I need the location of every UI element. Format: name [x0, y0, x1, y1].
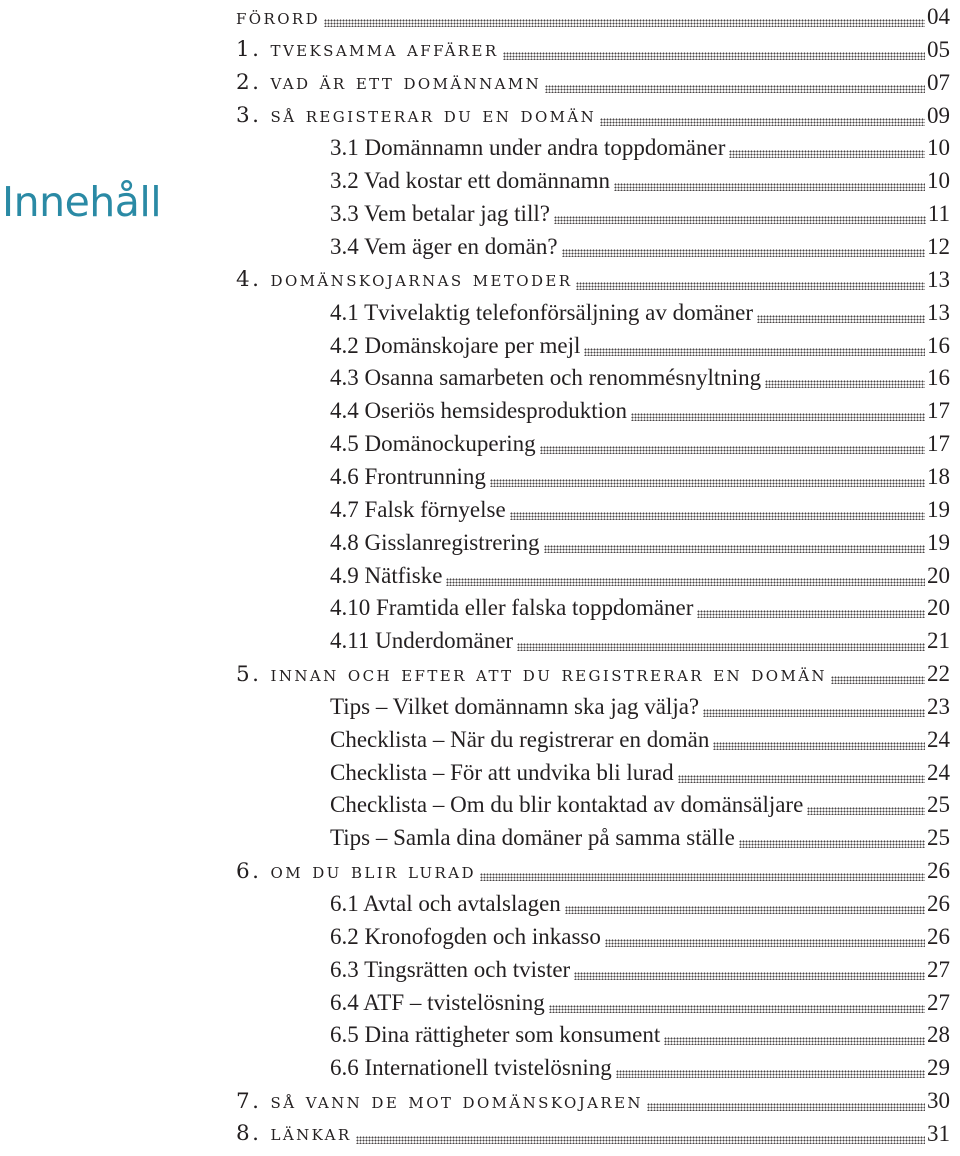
- toc-page-number: 24: [927, 759, 950, 785]
- toc-page-number: 27: [927, 956, 950, 982]
- toc-page-number: 29: [927, 1055, 950, 1081]
- dot-leader: [545, 85, 925, 93]
- dot-leader: [576, 282, 925, 290]
- toc-page-number: 20: [927, 562, 950, 588]
- toc-section-entry: [330, 1018, 950, 1051]
- dot-leader: [631, 413, 925, 421]
- toc-page-number: 26: [927, 891, 950, 916]
- toc-chapter-entry: [236, 263, 950, 296]
- toc-entry-title: 4. domänskojarnas metoder: [236, 267, 573, 293]
- toc-section-entry: [330, 920, 950, 953]
- page-title: Innehåll: [2, 178, 162, 226]
- toc-entry-title: Checklista – Om du blir kontaktad av domänsäljare: [330, 792, 804, 818]
- toc-entry-title: 4.1 Tvivelaktig telefonförsäljning av domäner: [330, 299, 754, 325]
- toc-chapter-entry: [236, 66, 950, 99]
- toc-section-entry: [330, 131, 950, 164]
- toc-page-number: 10: [927, 168, 950, 194]
- toc-page-number: 26: [927, 923, 950, 949]
- toc-entry-title: 4.3 Osanna samarbeten och renommésnyltning: [330, 365, 762, 391]
- toc-entry-title: 4.2 Domänskojare per mejl: [330, 332, 581, 358]
- dot-leader: [574, 972, 925, 980]
- toc-chapter-entry: [236, 99, 950, 132]
- toc-entry-title: 6.2 Kronofogden och inkasso: [330, 923, 601, 949]
- dot-leader: [540, 446, 925, 454]
- toc-section-entry: [330, 296, 950, 329]
- toc-entry-title: 4.6 Frontrunning: [330, 463, 486, 489]
- dot-leader: [544, 545, 925, 553]
- dot-leader: [703, 709, 925, 717]
- dot-leader: [356, 1136, 925, 1144]
- toc-chapter-entry: [236, 1117, 950, 1150]
- dot-leader: [739, 840, 925, 848]
- dot-leader: [562, 249, 925, 257]
- dot-leader: [678, 775, 925, 783]
- toc-chapter-entry: [236, 1084, 950, 1117]
- toc-section-entry: [330, 493, 950, 526]
- toc-page-number: 25: [927, 792, 950, 818]
- toc-entry-title: 3.2 Vad kostar ett domännamn: [330, 168, 610, 194]
- toc-page-number: 17: [927, 398, 950, 424]
- dot-leader: [549, 1005, 925, 1013]
- toc-page-number: 13: [927, 266, 950, 292]
- dot-leader: [614, 183, 925, 191]
- toc-entry-title: Checklista – När du registrerar en domän: [330, 726, 710, 752]
- dot-leader: [517, 643, 925, 651]
- dot-leader: [757, 315, 925, 323]
- toc-page-number: 10: [927, 135, 950, 161]
- toc-section-entry: [330, 460, 950, 493]
- toc-page-number: 16: [927, 365, 950, 391]
- toc-entry-title: 2. vad är ett domännamn: [236, 70, 542, 96]
- toc-page-number: 23: [927, 693, 950, 719]
- toc-page-number: 07: [927, 69, 950, 95]
- toc-section-entry: [330, 591, 950, 624]
- toc-entry-title: 4.10 Framtida eller falska toppdomäner: [330, 595, 694, 621]
- dot-leader: [713, 742, 925, 750]
- toc-entry-title: 3. så registerar du en domän: [236, 103, 597, 129]
- toc-section-entry: [330, 427, 950, 460]
- toc-page-number: 24: [927, 726, 950, 752]
- toc-section-entry: [330, 788, 950, 821]
- toc-entry-title: 4.11 Underdomäner: [330, 628, 514, 654]
- toc-page-number: 11: [927, 201, 950, 227]
- toc-section-entry: [330, 1051, 950, 1084]
- dot-leader: [554, 216, 926, 224]
- toc-section-entry: [330, 887, 950, 920]
- dot-leader: [600, 118, 925, 126]
- toc-section-entry: [330, 723, 950, 756]
- toc-entry-title: 6.5 Dina rättigheter som konsument: [330, 1022, 661, 1048]
- toc-entry-title: 3.3 Vem betalar jag till?: [330, 201, 550, 227]
- toc-section-entry: [330, 197, 950, 230]
- dot-leader: [647, 1103, 925, 1111]
- toc-section-entry: [330, 756, 950, 789]
- toc-entry-title: 6.3 Tingsrätten och tvister: [330, 956, 571, 982]
- dot-leader: [697, 610, 925, 618]
- toc-page-number: 27: [927, 989, 950, 1015]
- toc-page-number: 12: [927, 234, 950, 259]
- toc-section-entry: [330, 821, 950, 854]
- toc-chapter-entry: [236, 0, 950, 33]
- toc-page-number: 21: [927, 628, 950, 654]
- dot-leader: [584, 348, 925, 356]
- toc-page-number: 19: [927, 496, 950, 522]
- toc-entry-title: 4.4 Oseriös hemsidesproduktion: [330, 398, 628, 424]
- toc-page-number: 26: [927, 858, 950, 884]
- dot-leader: [565, 906, 925, 914]
- toc-page-number: 13: [927, 299, 950, 325]
- dot-leader: [503, 52, 925, 60]
- toc-page-number: 25: [927, 825, 950, 851]
- toc-page-number: 09: [927, 102, 950, 128]
- toc-entry-title: 7. så vann de mot domänskojaren: [236, 1088, 643, 1114]
- toc-section-entry: [330, 526, 950, 559]
- toc-entry-title: 4.8 Gisslanregistrering: [330, 529, 540, 555]
- toc-chapter-entry: [236, 657, 950, 690]
- toc-section-entry: [330, 394, 950, 427]
- toc-page-number: 19: [927, 529, 950, 555]
- toc-page-number: 18: [927, 463, 950, 489]
- toc-section-entry: [330, 559, 950, 592]
- toc-entry-title: 8. länkar: [236, 1121, 352, 1147]
- toc-section-entry: [330, 164, 950, 197]
- toc-entry-title: 6.6 Internationell tvistelösning: [330, 1055, 612, 1081]
- dot-leader: [446, 578, 925, 586]
- toc-page-number: 30: [927, 1088, 950, 1113]
- toc-section-entry: [330, 953, 950, 986]
- toc-section-entry: [330, 986, 950, 1019]
- toc-entry-title: 3.1 Domännamn under andra toppdomäner: [330, 135, 726, 161]
- toc-entry-title: Tips – Samla dina domäner på samma ställe: [330, 825, 735, 851]
- toc-entry-title: 6. om du blir lurad: [236, 858, 476, 884]
- dot-leader: [490, 479, 925, 487]
- toc-chapter-entry: [236, 33, 950, 66]
- dot-leader: [664, 1037, 925, 1045]
- toc-section-entry: [330, 624, 950, 657]
- toc-entry-title: Checklista – För att undvika bli lurad: [330, 759, 674, 785]
- toc-section-entry: [330, 230, 950, 263]
- toc-chapter-entry: [236, 854, 950, 887]
- toc-entry-title: 1. tveksamma affärer: [236, 37, 499, 63]
- toc-entry-title: 3.4 Vem äger en domän?: [330, 234, 558, 259]
- dot-leader: [324, 19, 925, 27]
- toc-entry-title: 6.4 ATF – tvistelösning: [330, 989, 545, 1015]
- toc-entry-title: 4.7 Falsk förnyelse: [330, 496, 506, 522]
- toc-page-number: 04: [927, 4, 950, 29]
- dot-leader: [765, 380, 925, 388]
- toc-entry-title: 4.9 Nätfiske: [330, 562, 443, 588]
- dot-leader: [729, 150, 925, 158]
- toc-page-number: 31: [927, 1120, 950, 1146]
- dot-leader: [831, 676, 925, 684]
- toc-entry-title: 5. innan och efter att du registrerar en domän: [236, 661, 827, 687]
- toc-page-number: 22: [927, 661, 950, 686]
- toc-page-number: 20: [927, 595, 950, 621]
- dot-leader: [616, 1070, 925, 1078]
- toc-section-entry: [330, 690, 950, 723]
- dot-leader: [480, 873, 925, 881]
- toc-entry-title: 4.5 Domänockupering: [330, 431, 536, 457]
- toc-entry-title: förord: [236, 4, 321, 30]
- toc-page-number: 28: [927, 1022, 950, 1048]
- toc-entry-title: Tips – Vilket domännamn ska jag välja?: [330, 693, 700, 719]
- dot-leader: [605, 939, 925, 947]
- toc-section-entry: [330, 329, 950, 362]
- toc-page-number: 17: [927, 431, 950, 457]
- dot-leader: [807, 807, 925, 815]
- dot-leader: [510, 512, 925, 520]
- toc-entry-title: 6.1 Avtal och avtalslagen: [330, 891, 561, 916]
- toc-section-entry: [330, 361, 950, 394]
- toc-page-number: 16: [927, 332, 950, 358]
- toc-page-number: 05: [927, 36, 950, 62]
